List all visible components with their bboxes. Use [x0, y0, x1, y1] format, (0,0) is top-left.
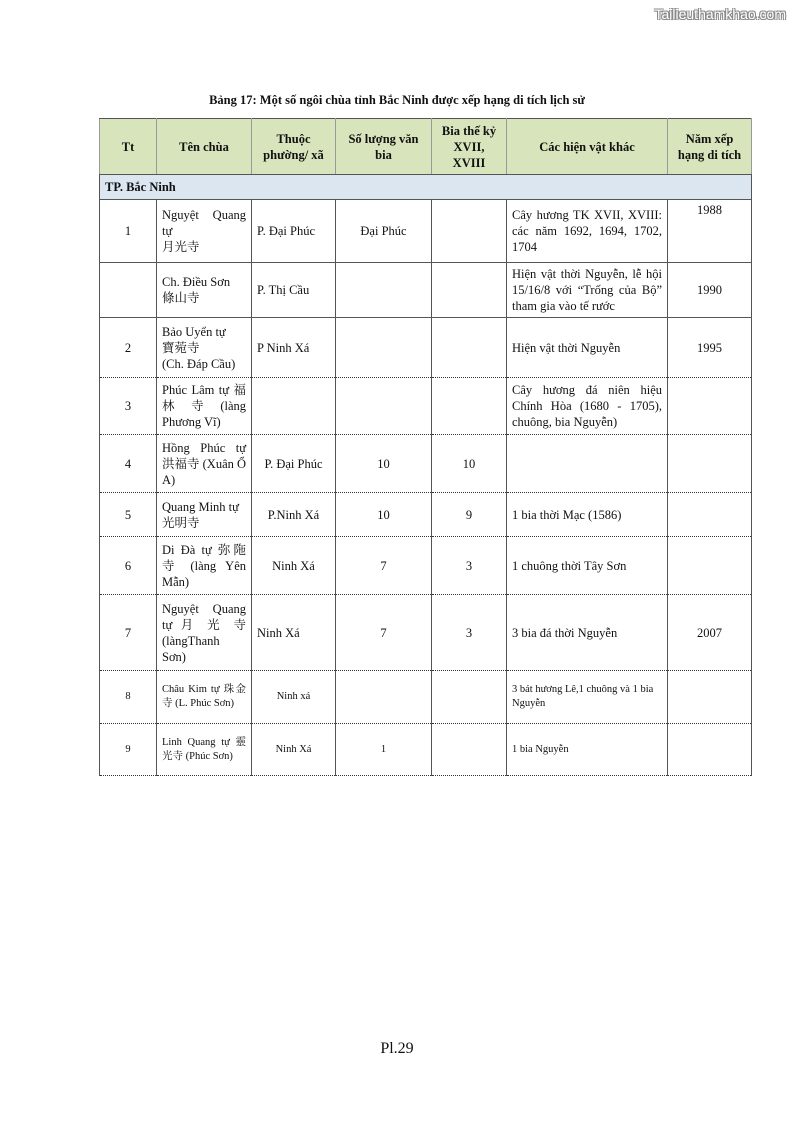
cell-name: Di Đà tự 弥陁寺 (làng Yên Mẫn) — [157, 537, 252, 595]
cell-ward: P. Thị Cầu — [252, 263, 336, 318]
table-row — [100, 724, 752, 776]
cell-name: Nguyệt Quang tự 月 光 寺 (làngThanh Sơn) — [157, 595, 252, 671]
table-row — [100, 378, 752, 435]
table-row — [100, 435, 752, 493]
cell-steles: 7 — [336, 595, 432, 671]
cell-ward: P. Đại Phúc — [252, 200, 336, 263]
header-tt: Tt — [100, 119, 157, 175]
cell-artifacts: Cây hương TK XVII, XVIII: các năm 1692, 1694, 1702, 1704 — [507, 200, 668, 263]
cell-artifacts: Cây hương đá niên hiệu Chính Hòa (1680 - 1705), chuông, bia Nguyễn) — [507, 378, 668, 435]
cell-year — [668, 671, 752, 724]
cell-tt: 5 — [100, 493, 157, 537]
cell-ward — [252, 378, 336, 435]
cell-steles — [336, 263, 432, 318]
cell-name — [157, 493, 252, 537]
name-text: Bảo Uyển tự — [162, 324, 226, 339]
cell-steles: 10 — [336, 435, 432, 493]
name-text: Quang Minh tự — [162, 499, 239, 514]
cell-year: 1988 — [668, 200, 752, 263]
cell-steles-17-18: 3 — [432, 595, 507, 671]
table-header-row — [100, 119, 752, 175]
cell-name: Hồng Phúc tự 洪福寺 (Xuân Ổ A) — [157, 435, 252, 493]
cell-year — [668, 537, 752, 595]
cell-steles — [336, 378, 432, 435]
table-row — [100, 595, 752, 671]
header-steles-17-18: Bia thế kỷ XVII, XVIII — [432, 119, 507, 175]
cell-artifacts — [507, 435, 668, 493]
cell-ward: Ninh Xá — [252, 595, 336, 671]
name-chinese: 寶菀寺 — [162, 340, 200, 355]
name-note: (Ch. Đáp Cầu) — [162, 356, 236, 371]
cell-year — [668, 435, 752, 493]
cell-steles-17-18 — [432, 724, 507, 776]
cell-year — [668, 724, 752, 776]
header-name: Tên chùa — [157, 119, 252, 175]
cell-ward: P. Đại Phúc — [252, 435, 336, 493]
cell-tt: 7 — [100, 595, 157, 671]
cell-name: Linh Quang tự 靈光寺 (Phúc Sơn) — [157, 724, 252, 776]
header-ward: Thuộc phường/ xã — [252, 119, 336, 175]
table-row — [100, 671, 752, 724]
cell-artifacts: 1 bia thời Mạc (1586) — [507, 493, 668, 537]
cell-artifacts: 3 bát hương Lê,1 chuông và 1 bia Nguyễn — [507, 671, 668, 724]
page-number: Pl.29 — [380, 1040, 414, 1057]
cell-tt: 8 — [100, 671, 157, 724]
cell-year — [668, 378, 752, 435]
cell-artifacts: Hiện vật thời Nguyễn, lễ hội 15/16/8 với “Trống của Bộ” tham gia vào tế rước — [507, 263, 668, 318]
cell-year: 1995 — [668, 318, 752, 378]
name-text: Ch. Điều Sơn — [162, 275, 231, 289]
cell-artifacts: 1 chuông thời Tây Sơn — [507, 537, 668, 595]
cell-year — [668, 493, 752, 537]
cell-ward: P Ninh Xá — [252, 318, 336, 378]
cell-steles-17-18 — [432, 263, 507, 318]
cell-tt: 3 — [100, 378, 157, 435]
name-text: Nguyệt Quang tự — [162, 208, 246, 238]
cell-steles-17-18 — [432, 318, 507, 378]
cell-steles — [336, 318, 432, 378]
cell-artifacts: 3 bia đá thời Nguyễn — [507, 595, 668, 671]
table-row — [100, 537, 752, 595]
header-artifacts: Các hiện vật khác — [507, 119, 668, 175]
cell-ward: Ninh Xá — [252, 724, 336, 776]
cell-ward: P.Ninh Xá — [252, 493, 336, 537]
cell-name — [157, 200, 252, 263]
cell-steles-17-18 — [432, 671, 507, 724]
cell-tt: 9 — [100, 724, 157, 776]
cell-tt — [100, 263, 157, 318]
temples-table — [99, 118, 752, 776]
cell-steles-17-18 — [432, 200, 507, 263]
cell-name — [157, 318, 252, 378]
name-chinese: 光明寺 — [162, 515, 200, 530]
cell-artifacts: Hiện vật thời Nguyễn — [507, 318, 668, 378]
cell-ward: Ninh xá — [252, 671, 336, 724]
header-year: Năm xếp hạng di tích — [668, 119, 752, 175]
cell-artifacts: 1 bia Nguyễn — [507, 724, 668, 776]
cell-steles-17-18: 3 — [432, 537, 507, 595]
section-row — [100, 175, 752, 200]
table-row — [100, 263, 752, 318]
table-row — [100, 318, 752, 378]
cell-steles: Đại Phúc — [336, 200, 432, 263]
name-chinese: 條山寺 — [162, 291, 200, 305]
cell-steles — [336, 671, 432, 724]
header-steles: Số lượng văn bia — [336, 119, 432, 175]
cell-steles-17-18: 9 — [432, 493, 507, 537]
section-label: TP. Bắc Ninh — [100, 175, 752, 200]
name-chinese: 月光寺 — [162, 240, 200, 254]
table-caption: Bảng 17: Một số ngôi chùa tỉnh Bắc Ninh được xếp hạng di tích lịch sử — [209, 93, 585, 107]
cell-tt: 4 — [100, 435, 157, 493]
cell-steles: 10 — [336, 493, 432, 537]
table-row — [100, 493, 752, 537]
cell-name — [157, 263, 252, 318]
cell-tt: 1 — [100, 200, 157, 263]
cell-steles: 7 — [336, 537, 432, 595]
cell-tt: 2 — [100, 318, 157, 378]
table-row — [100, 200, 752, 263]
cell-steles: 1 — [336, 724, 432, 776]
cell-steles-17-18: 10 — [432, 435, 507, 493]
watermark: Tailieuthamkhao.com — [654, 6, 786, 22]
cell-ward: Ninh Xá — [252, 537, 336, 595]
cell-name: Phúc Lâm tự 福 林 寺 (làng Phương Vĩ) — [157, 378, 252, 435]
cell-steles-17-18 — [432, 378, 507, 435]
cell-year: 2007 — [668, 595, 752, 671]
cell-tt: 6 — [100, 537, 157, 595]
cell-name: Châu Kim tự 珠金寺 (L. Phúc Sơn) — [157, 671, 252, 724]
cell-year: 1990 — [668, 263, 752, 318]
